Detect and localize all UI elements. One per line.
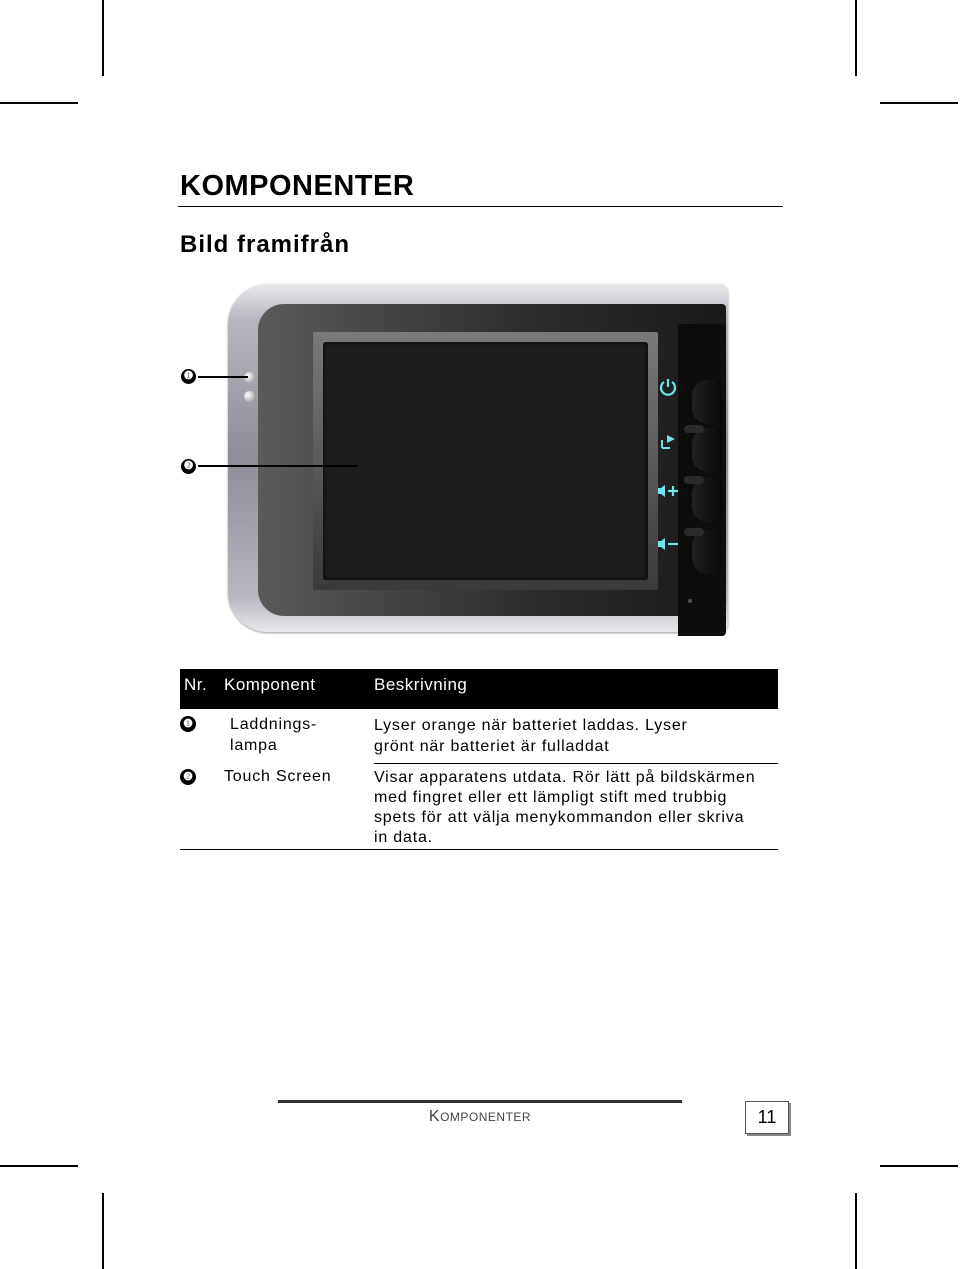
side-button bbox=[692, 478, 722, 522]
button-divider bbox=[684, 528, 704, 536]
volume-down-icon bbox=[656, 534, 680, 554]
section-subtitle: Bild framifrån bbox=[180, 231, 351, 258]
row-divider bbox=[374, 763, 778, 764]
page-title: KOMPONENTER bbox=[180, 170, 415, 202]
footer-rule bbox=[278, 1100, 682, 1103]
microphone-dot bbox=[688, 599, 692, 603]
crop-mark bbox=[880, 1165, 958, 1167]
button-divider bbox=[684, 476, 704, 484]
crop-mark bbox=[855, 0, 857, 76]
table-bottom-rule bbox=[180, 849, 778, 850]
title-rule bbox=[178, 206, 783, 207]
volume-up-icon bbox=[656, 481, 680, 501]
touch-screen bbox=[323, 342, 648, 580]
description-line: med fingret eller ett lämpligt stift med trubbig bbox=[374, 789, 728, 806]
status-led bbox=[244, 391, 255, 402]
description-line: in data. bbox=[374, 829, 433, 846]
component-description bbox=[374, 768, 778, 848]
power-icon bbox=[658, 377, 678, 397]
callout-line-1 bbox=[198, 376, 248, 378]
callout-2: ❷ bbox=[181, 459, 196, 474]
table-header bbox=[180, 669, 778, 709]
device-front-view bbox=[228, 284, 728, 632]
description-line: grönt när batteriet är fulladdat bbox=[374, 738, 610, 755]
device-bezel bbox=[258, 304, 726, 616]
callout-line-2 bbox=[198, 465, 358, 467]
side-button bbox=[692, 380, 722, 424]
crop-mark bbox=[102, 1193, 104, 1269]
header-nr: Nr. bbox=[184, 675, 208, 694]
button-divider bbox=[684, 425, 704, 433]
side-button bbox=[692, 530, 722, 574]
component-name: lampa bbox=[230, 737, 278, 754]
footer-title bbox=[0, 1108, 960, 1126]
screen-frame bbox=[313, 332, 658, 590]
header-description: Beskrivning bbox=[374, 675, 468, 694]
navigation-icon bbox=[658, 432, 678, 452]
crop-mark bbox=[102, 0, 104, 76]
side-button-panel bbox=[678, 324, 726, 636]
crop-mark bbox=[0, 1165, 78, 1167]
component-name: Laddnings- bbox=[230, 716, 318, 733]
crop-mark bbox=[855, 1193, 857, 1269]
footer-title-rest: OMPONENTER bbox=[440, 1110, 532, 1124]
callout-1: ❶ bbox=[181, 369, 196, 384]
description-line: Lyser orange när batteriet laddas. Lyser bbox=[374, 717, 688, 734]
row-number: ❶ bbox=[180, 716, 196, 732]
description-line: Visar apparatens utdata. Rör lätt på bildskärmen bbox=[374, 769, 756, 786]
description-line: spets för att välja menykommandon eller skriva bbox=[374, 809, 745, 826]
component-name: Touch Screen bbox=[224, 768, 332, 785]
page-number: 11 bbox=[745, 1101, 789, 1134]
header-component: Komponent bbox=[224, 675, 316, 694]
crop-mark bbox=[880, 102, 958, 104]
row-number: ❷ bbox=[180, 769, 196, 785]
crop-mark bbox=[0, 102, 78, 104]
footer-title-initial: K bbox=[428, 1108, 441, 1125]
side-button bbox=[692, 428, 722, 472]
component-description bbox=[374, 716, 778, 757]
